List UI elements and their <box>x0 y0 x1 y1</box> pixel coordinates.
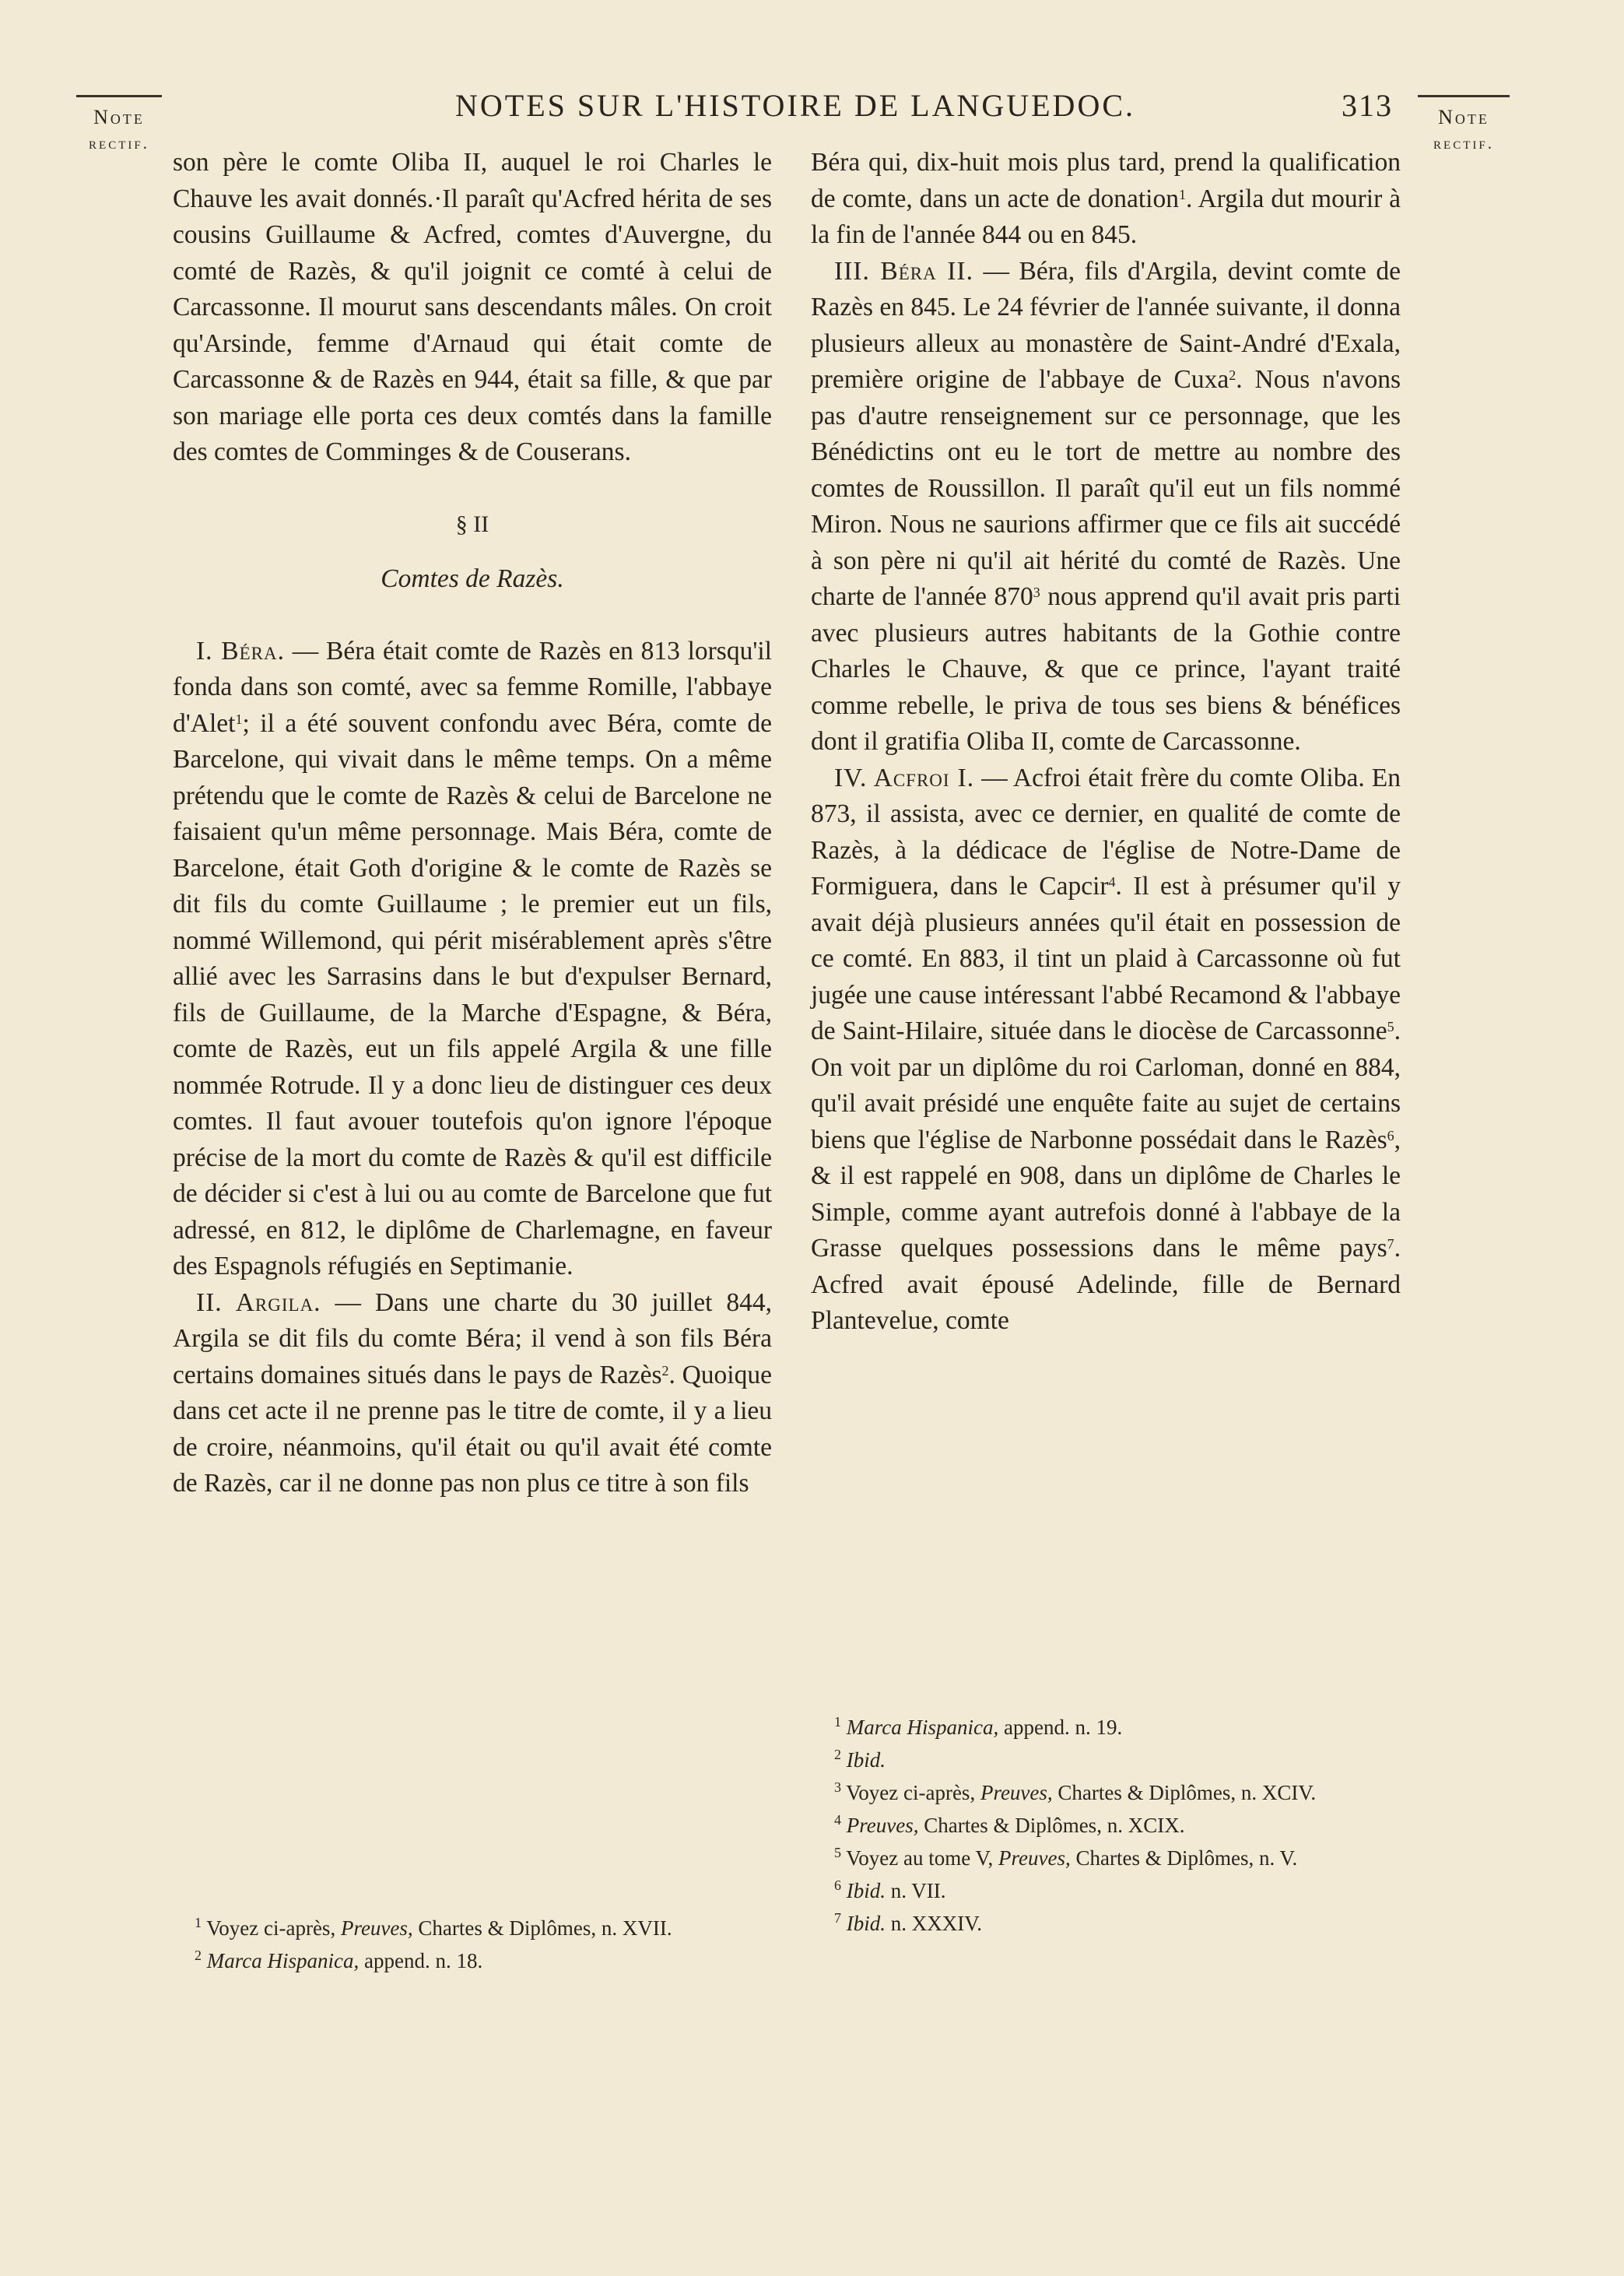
footnote-text: Chartes & Diplômes, n. XCIX. <box>918 1814 1185 1837</box>
paragraph-text: . Nous n'avons pas d'autre renseignement sur ce personnage, que les Bénédictins ont eu le tort de mettre au nombre des comtes de Roussillon. Il paraît qu'il eut un fils nommé Miron. Nous ne saurions affirmer que ce fils ait succédé à son père ni qu'il ait hérité du comté de Razès. Une charte de l'année 870 <box>811 365 1401 611</box>
footnote-ref: 1 <box>1179 186 1186 202</box>
footnote <box>195 1913 770 1944</box>
footnote-ref: 2 <box>661 1362 669 1379</box>
footnote-ref: 2 <box>1229 367 1236 383</box>
footnote <box>834 1876 1401 1906</box>
margin-note-line1: Note <box>93 106 145 128</box>
footnote <box>195 1946 770 1976</box>
paragraph-text: . Acfred avait épousé Adelinde, fille de Bernard Plantevelue, comte <box>811 1234 1401 1335</box>
footnote-text: Chartes & Diplômes, n. XVII. <box>412 1916 672 1940</box>
footnote-number: 2 <box>195 1948 202 1963</box>
footnote-number: 6 <box>834 1877 841 1893</box>
paragraph-bera-ii <box>811 254 1401 760</box>
paragraph-text: , & il est rappelé en 908, dans un diplôme de Charles le Simple, comme ayant autrefois donné à l'abbaye de la Grasse quelques possessions dans le même pays <box>811 1125 1401 1263</box>
footnote-number: 4 <box>834 1812 841 1828</box>
right-column <box>811 145 1401 1340</box>
margin-rule <box>76 95 162 97</box>
footnote-text: append. n. 19. <box>998 1716 1123 1739</box>
footnote-text: Chartes & Diplômes, n. V. <box>1070 1846 1298 1870</box>
footnote-text: Chartes & Diplômes, n. XCIV. <box>1052 1781 1317 1804</box>
footnote <box>834 1712 1401 1743</box>
footnote <box>834 1843 1401 1874</box>
entry-heading: II. Argila. <box>196 1287 321 1317</box>
footnote-ref: 7 <box>1387 1236 1394 1252</box>
entry-heading: III. Béra II. <box>834 256 973 286</box>
footnote-number: 2 <box>834 1747 841 1762</box>
paragraph-text: ; il a été souvent confondu avec Béra, comte de Barcelone, qui vivait dans le même temps. On a même prétendu que le comte de Razès & celui de Barcelone ne faisaient qu'un même personnage. Mais Béra, comte de Barcelone, était Goth d'origine & le comte de Razès se dit fils du comte Guillaume ; le premier eut un fils, nommé Willemond, qui périt misérablement après s'être allié avec les Sarrasins dans le but d'expulser Bernard, fils de Guillaume, de la Marche d'Espagne, & Béra, comte de Razès, eut un fils appelé Argila & une fille nommée Rotrude. Il y a donc lieu de distinguer ces deux comtes. Il faut avouer toutefois qu'on ignore l'époque précise de la mort du comte de Razès & qu'il est difficile de décider si c'est à lui ou au comte de Barcelone que fut adressé, en 812, le diplôme de Charlemagne, en faveur des Espagnols réfugiés en Septimanie. <box>173 708 772 1280</box>
paragraph-text: — Acfroi était frère du comte Oliba. En 873, il assista, avec ce dernier, en qualité de comte de Razès, à la dédicace de l'église de Notre-Dame de Formiguera, dans le Capcir <box>811 763 1401 901</box>
footnote-italic: Preuves, <box>846 1814 919 1837</box>
paragraph-text: — Dans une charte du 30 juillet 844, Argila se dit fils du comte Béra; il vend à son fils Béra certains domaines situés dans le pays de Razès <box>173 1287 772 1389</box>
running-header <box>171 87 1393 134</box>
footnote-number: 1 <box>195 1915 202 1930</box>
footnote-italic: Ibid. <box>846 1912 886 1935</box>
margin-note-right <box>1418 95 1510 155</box>
footnote-text: n. VII. <box>886 1879 946 1902</box>
paragraph-text: — Béra était comte de Razès en 813 lorsqu'il fonda dans son comté, avec sa femme Romille, l'abbaye d'Alet <box>173 636 772 738</box>
footnote-number: 5 <box>834 1845 841 1860</box>
paragraph-acfroi <box>811 760 1401 1340</box>
footnote-ref: 6 <box>1387 1127 1394 1143</box>
paragraph-argila <box>173 1285 772 1502</box>
footnote-italic: Preuves, <box>980 1781 1053 1804</box>
left-column <box>173 145 772 1502</box>
footnote-italic: Marca Hispanica, <box>206 1949 360 1972</box>
footnote-ref: 5 <box>1387 1019 1394 1034</box>
footnote-italic: Ibid. <box>846 1879 886 1902</box>
paragraph-text: . On voit par un diplôme du roi Carloman, donné en 884, qu'il avait présidé une enquête faite au sujet de certains biens que l'église de Narbonne possédait dans le Razès <box>811 1017 1401 1154</box>
footnote-text: append. n. 18. <box>359 1949 483 1972</box>
footnote-ref: 3 <box>1033 585 1040 600</box>
page-number: 313 <box>1342 88 1393 123</box>
footnote-italic: Marca Hispanica, <box>846 1716 999 1739</box>
footnote <box>834 1909 1401 1939</box>
footnote-number: 7 <box>834 1910 841 1926</box>
footnote-text: Voyez au tome V, <box>846 1846 999 1870</box>
paragraph-text: . Il est à présumer qu'il y avait déjà plusieurs années qu'il était en possession de ce comté. En 883, il tint un plaid à Carcassonne où fut jugée une cause intéressant l'abbé Recamond & l'abbaye de Saint-Hilaire, située dans le diocèse de Carcassonne <box>811 872 1401 1045</box>
paragraph-acfred-end: son père le comte Oliba II, auquel le roi Charles le Chauve les avait donnés.·Il paraît qu'Acfred hérita de ses cousins Guillaume & Acfred, comtes d'Auvergne, du comté de Razès, & qu'il joignit ce comté à celui de Carcassonne. Il mourut sans descendants mâles. On croit qu'Arsinde, femme d'Arnaud qui était comte de Carcassonne & de Razès en 944, était sa fille, & que par son mariage elle porta ces deux comtés dans la famille des comtes de Comminges & de Couserans. <box>173 148 772 466</box>
paragraph-argila-end <box>811 145 1401 254</box>
paragraph-text: Béra qui, dix-huit mois plus tard, prend la qualification de comte, dans un acte de donation <box>811 148 1401 213</box>
paragraph-text: nous apprend qu'il avait pris parti avec plusieurs autres habitants de la Gothie contre Charles le Chauve, & que ce prince, l'ayant traité comme rebelle, le priva de tous ses biens & bénéfices dont il gratifia Oliba II, comte de Carcassonne. <box>811 582 1401 756</box>
margin-note-line1: Note <box>1438 106 1489 128</box>
margin-note-line2: rectif. <box>89 134 149 153</box>
footnote-ref: 4 <box>1108 874 1116 890</box>
section-mark: § II <box>455 511 489 537</box>
paragraph-text: . Quoique dans cet acte il ne prenne pas le titre de comte, il y a lieu de croire, néanmoins, qu'il était ou qu'il avait été comte de Razès, car il ne donne pas non plus ce titre à son fils <box>173 1360 772 1498</box>
footnote-text: Voyez ci-après, <box>206 1916 341 1940</box>
footnote-number: 1 <box>834 1714 841 1730</box>
footnote <box>834 1778 1401 1808</box>
entry-heading: IV. Acfroi I. <box>834 763 975 792</box>
paragraph-bera <box>173 634 772 1285</box>
footnote <box>834 1811 1401 1841</box>
footnotes-right <box>834 1712 1401 1941</box>
footnote-italic: Preuves, <box>340 1916 413 1940</box>
margin-note-left <box>76 95 162 155</box>
paragraph-text: . Argila dut mourir à la fin de l'année 844 ou en 845. <box>811 184 1401 249</box>
paragraph-text: — Béra, fils d'Argila, devint comte de Razès en 845. Le 24 février de l'année suivante, il donna plusieurs alleux au monastère de Saint-André d'Exala, première origine de l'abbaye de Cuxa <box>811 256 1401 394</box>
footnote <box>834 1745 1401 1775</box>
footnote-ref: 1 <box>235 711 243 727</box>
footnote-number: 3 <box>834 1779 841 1795</box>
footnote-italic: Ibid. <box>846 1748 886 1772</box>
footnote-italic: Preuves, <box>998 1846 1071 1870</box>
header-title: NOTES SUR L'HISTOIRE DE LANGUEDOC. <box>455 88 1136 123</box>
margin-note-line2: rectif. <box>1433 134 1494 153</box>
entry-heading: I. Béra. <box>196 636 286 666</box>
section-title: Comtes de Razès. <box>381 564 564 593</box>
footnote-text: Voyez ci-après, <box>846 1781 980 1804</box>
footnote-text: n. XXXIV. <box>886 1912 983 1935</box>
margin-rule <box>1418 95 1510 97</box>
footnotes-left <box>195 1913 770 1979</box>
